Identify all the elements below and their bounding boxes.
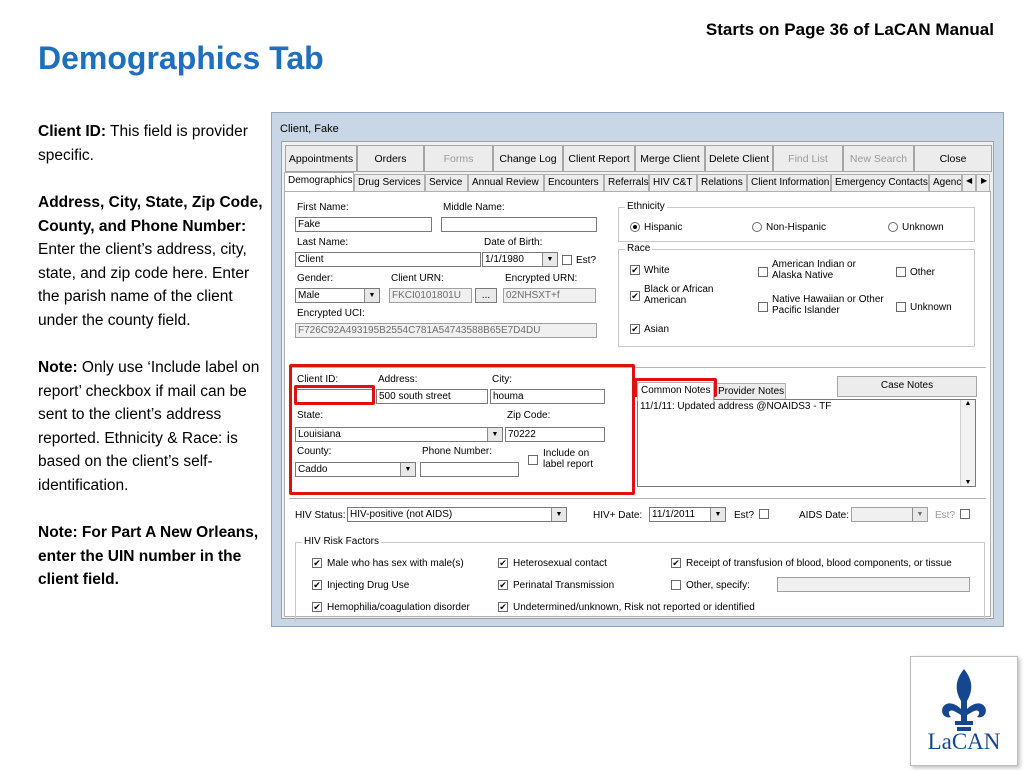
race-white-label: White (644, 265, 670, 276)
county-label: County: (297, 446, 332, 457)
scroll-up-icon[interactable]: ▲ (964, 400, 972, 407)
aids-est-label: Est? (935, 510, 956, 521)
city-label: City: (492, 374, 512, 385)
middle-name-input[interactable] (441, 217, 597, 232)
dob-est-checkbox[interactable] (562, 255, 572, 265)
window-title: Client, Fake (280, 123, 339, 135)
notes-scrollbar[interactable] (960, 400, 975, 486)
race-other-label: Other (910, 267, 936, 278)
aids-est-checkbox[interactable] (960, 509, 970, 519)
encrypted-urn-label: Encrypted URN: (505, 273, 578, 284)
close-button[interactable]: Close (914, 145, 992, 172)
orders-button[interactable]: Orders (357, 145, 424, 172)
zip-label: Zip Code: (507, 410, 551, 421)
case-notes-button[interactable]: Case Notes (837, 376, 977, 397)
risk-factors-title: HIV Risk Factors (304, 536, 380, 547)
window-content (281, 141, 994, 619)
non-hispanic-label: Non-Hispanic (766, 222, 827, 233)
risk-heterosexual-checkbox[interactable]: ✔ (499, 558, 507, 568)
hiv-status-dropdown-icon[interactable]: ▼ (551, 508, 566, 521)
hiv-est-label: Est? (734, 510, 755, 521)
note-label-checkbox: Note: Only use ‘Include label on report’ checkbox if mail can be sent to the client’s address reported. Ethnicity & Race: is based on the client’s self-identification. (38, 359, 260, 494)
hiv-status-label: HIV Status: (295, 510, 346, 521)
last-name-input[interactable]: Client (295, 252, 481, 267)
hiv-date-dropdown-icon[interactable]: ▼ (710, 508, 725, 521)
race-asian-checkbox[interactable]: ✔ (631, 324, 639, 334)
risk-heterosexual-label: Heterosexual contact (513, 558, 607, 569)
provider-notes-tab[interactable]: Provider Notes (714, 383, 786, 400)
risk-perinatal-checkbox[interactable]: ✔ (499, 580, 507, 590)
non-hispanic-radio[interactable] (752, 222, 762, 232)
hiv-date-input[interactable]: 11/1/2011 ▼ (649, 507, 726, 522)
race-white-checkbox[interactable]: ✔ (631, 265, 639, 275)
hiv-est-checkbox[interactable] (759, 509, 769, 519)
risk-other-input[interactable] (777, 577, 970, 592)
race-title: Race (627, 243, 651, 254)
client-urn-label: Client URN: (391, 273, 444, 284)
race-other-checkbox[interactable] (896, 267, 906, 277)
risk-transfusion-checkbox[interactable]: ✔ (672, 558, 680, 568)
hispanic-label: Hispanic (644, 222, 683, 233)
address-highlight-box (289, 364, 635, 495)
tab-encounters[interactable]: Encounters (544, 174, 604, 191)
address-input[interactable]: 500 south street (376, 389, 488, 404)
forms-button[interactable]: Forms (424, 145, 493, 172)
risk-other-label: Other, specify: (686, 580, 750, 591)
tab-service[interactable]: Service (425, 174, 468, 191)
include-label-text: Include on label report (543, 448, 594, 470)
find-list-button[interactable]: Find List (773, 145, 843, 172)
race-aian-label: American Indian or Alaska Native (772, 259, 856, 281)
new-search-button[interactable]: New Search (843, 145, 914, 172)
risk-msm-label: Male who has sex with male(s) (327, 558, 464, 569)
race-asian-label: Asian (644, 324, 670, 335)
gender-dropdown-icon[interactable]: ▼ (364, 289, 379, 302)
note-client-id: Client ID: This field is provider specific. (38, 123, 248, 164)
ethnicity-title: Ethnicity (627, 201, 665, 212)
ethnicity-unknown-radio[interactable] (888, 222, 898, 232)
hiv-status-select[interactable]: HIV-positive (not AIDS) ▼ (347, 507, 567, 522)
race-unknown-label: Unknown (910, 302, 952, 313)
middle-name-label: Middle Name: (443, 202, 505, 213)
slide-title: Demographics Tab (38, 40, 324, 76)
lacan-logo (910, 656, 1018, 766)
tab-scroll-left-icon[interactable]: ◀ (962, 174, 976, 191)
hiv-date-label: HIV+ Date: (593, 510, 643, 521)
last-name-label: Last Name: (297, 237, 349, 248)
tab-strip (282, 174, 993, 192)
race-unknown-checkbox[interactable] (896, 302, 906, 312)
phone-label: Phone Number: (422, 446, 493, 457)
delete-client-button[interactable]: Delete Client (705, 145, 773, 172)
first-name-label: First Name: (297, 202, 349, 213)
dob-label: Date of Birth: (484, 237, 543, 248)
encrypted-uci-label: Encrypted UCI: (297, 308, 365, 319)
client-id-highlight-box (294, 385, 375, 405)
tab-emergency-contacts[interactable]: Emergency Contacts (831, 174, 929, 191)
tab-client-information[interactable]: Client Information (747, 174, 831, 191)
risk-hemophilia-checkbox[interactable]: ✔ (313, 602, 321, 612)
dob-dropdown-icon[interactable]: ▼ (542, 253, 557, 266)
race-nhpi-checkbox[interactable] (758, 302, 768, 312)
client-window (271, 112, 1004, 627)
zip-input[interactable]: 70222 (505, 427, 605, 442)
county-dropdown-icon[interactable]: ▼ (400, 463, 415, 476)
risk-other-checkbox[interactable] (671, 580, 681, 590)
risk-transfusion-label: Receipt of transfusion of blood, blood components, or tissue (686, 558, 952, 569)
gender-label: Gender: (297, 273, 334, 284)
city-input[interactable]: houma (490, 389, 605, 404)
race-black-checkbox[interactable]: ✔ (631, 291, 639, 301)
merge-client-button[interactable]: Merge Client (635, 145, 705, 172)
client-urn-lookup-button[interactable]: ... (475, 288, 497, 303)
tab-scroll-right-icon[interactable]: ▶ (976, 174, 990, 191)
risk-perinatal-label: Perinatal Transmission (513, 580, 615, 591)
ethnicity-unknown-label: Unknown (902, 222, 944, 233)
section-divider-2 (289, 498, 986, 499)
tab-agencies[interactable]: Agenc (929, 174, 962, 191)
state-dropdown-icon[interactable]: ▼ (487, 428, 502, 441)
race-nhpi-label: Native Hawaiian or Other Pacific Islander (772, 294, 884, 316)
address-label: Address: (378, 374, 418, 385)
instruction-text (38, 120, 266, 616)
dob-est-label: Est? (576, 255, 597, 266)
tab-hiv-ct[interactable]: HIV C&T (649, 174, 697, 191)
tab-annual-review[interactable]: Annual Review (468, 174, 544, 191)
appointments-button[interactable]: Appointments (285, 145, 357, 172)
gender-select[interactable]: Male ▼ (295, 288, 380, 303)
client-id-label: Client ID: (297, 374, 339, 385)
county-select[interactable]: Caddo ▼ (295, 462, 416, 477)
risk-msm-checkbox[interactable]: ✔ (313, 558, 321, 568)
logo-text: LaCAN (927, 729, 1001, 754)
encrypted-urn-input: 02NHSXT+f (503, 288, 596, 303)
encrypted-uci-input: F726C92A493195B2554C781A54743588B65E7D4DU (295, 323, 597, 338)
client-report-button[interactable]: Client Report (563, 145, 635, 172)
risk-hemophilia-label: Hemophilia/coagulation disorder (327, 602, 470, 613)
tab-referrals[interactable]: Referrals (604, 174, 649, 191)
race-aian-checkbox[interactable] (758, 267, 768, 277)
client-urn-input: FKCI0101801U (389, 288, 472, 303)
note-address: Address, City, State, Zip Code, County, and Phone Number: Enter the client’s address, city, state, and zip code here. Enter the parish name of the client under the county field. (38, 194, 263, 329)
state-label: State: (297, 410, 324, 421)
aids-date-dropdown-icon[interactable]: ▼ (912, 508, 927, 521)
change-log-button[interactable]: Change Log (493, 145, 563, 172)
notes-textarea[interactable]: 11/1/11: Updated address @NOAIDS3 - TF ▲ ▼ (637, 399, 976, 487)
demographics-panel (284, 191, 991, 617)
aids-date-input[interactable] (851, 507, 928, 522)
tab-relations[interactable]: Relations (697, 174, 747, 191)
tab-demographics[interactable]: Demographics (284, 172, 354, 191)
scroll-down-icon[interactable]: ▼ (964, 479, 972, 486)
common-notes-tab[interactable]: Common Notes (637, 382, 714, 401)
risk-idu-checkbox[interactable]: ✔ (313, 580, 321, 590)
tab-drug-services[interactable]: Drug Services (354, 174, 425, 191)
state-select[interactable]: Louisiana ▼ (295, 427, 503, 442)
risk-idu-label: Injecting Drug Use (327, 580, 410, 591)
risk-undetermined-label: Undetermined/unknown, Risk not reported or identified (513, 602, 755, 613)
risk-undetermined-checkbox[interactable]: ✔ (499, 602, 507, 612)
aids-date-label: AIDS Date: (799, 510, 850, 521)
manual-reference-note: Starts on Page 36 of LaCAN Manual (705, 20, 994, 39)
race-black-label: Black or African American (644, 284, 714, 306)
note-part-a: Note: For Part A New Orleans, enter the UIN number in the client field. (38, 524, 259, 588)
first-name-input[interactable]: Fake (295, 217, 432, 232)
dob-input[interactable]: 1/1/1980 ▼ (482, 252, 558, 267)
hispanic-radio[interactable] (630, 222, 640, 232)
